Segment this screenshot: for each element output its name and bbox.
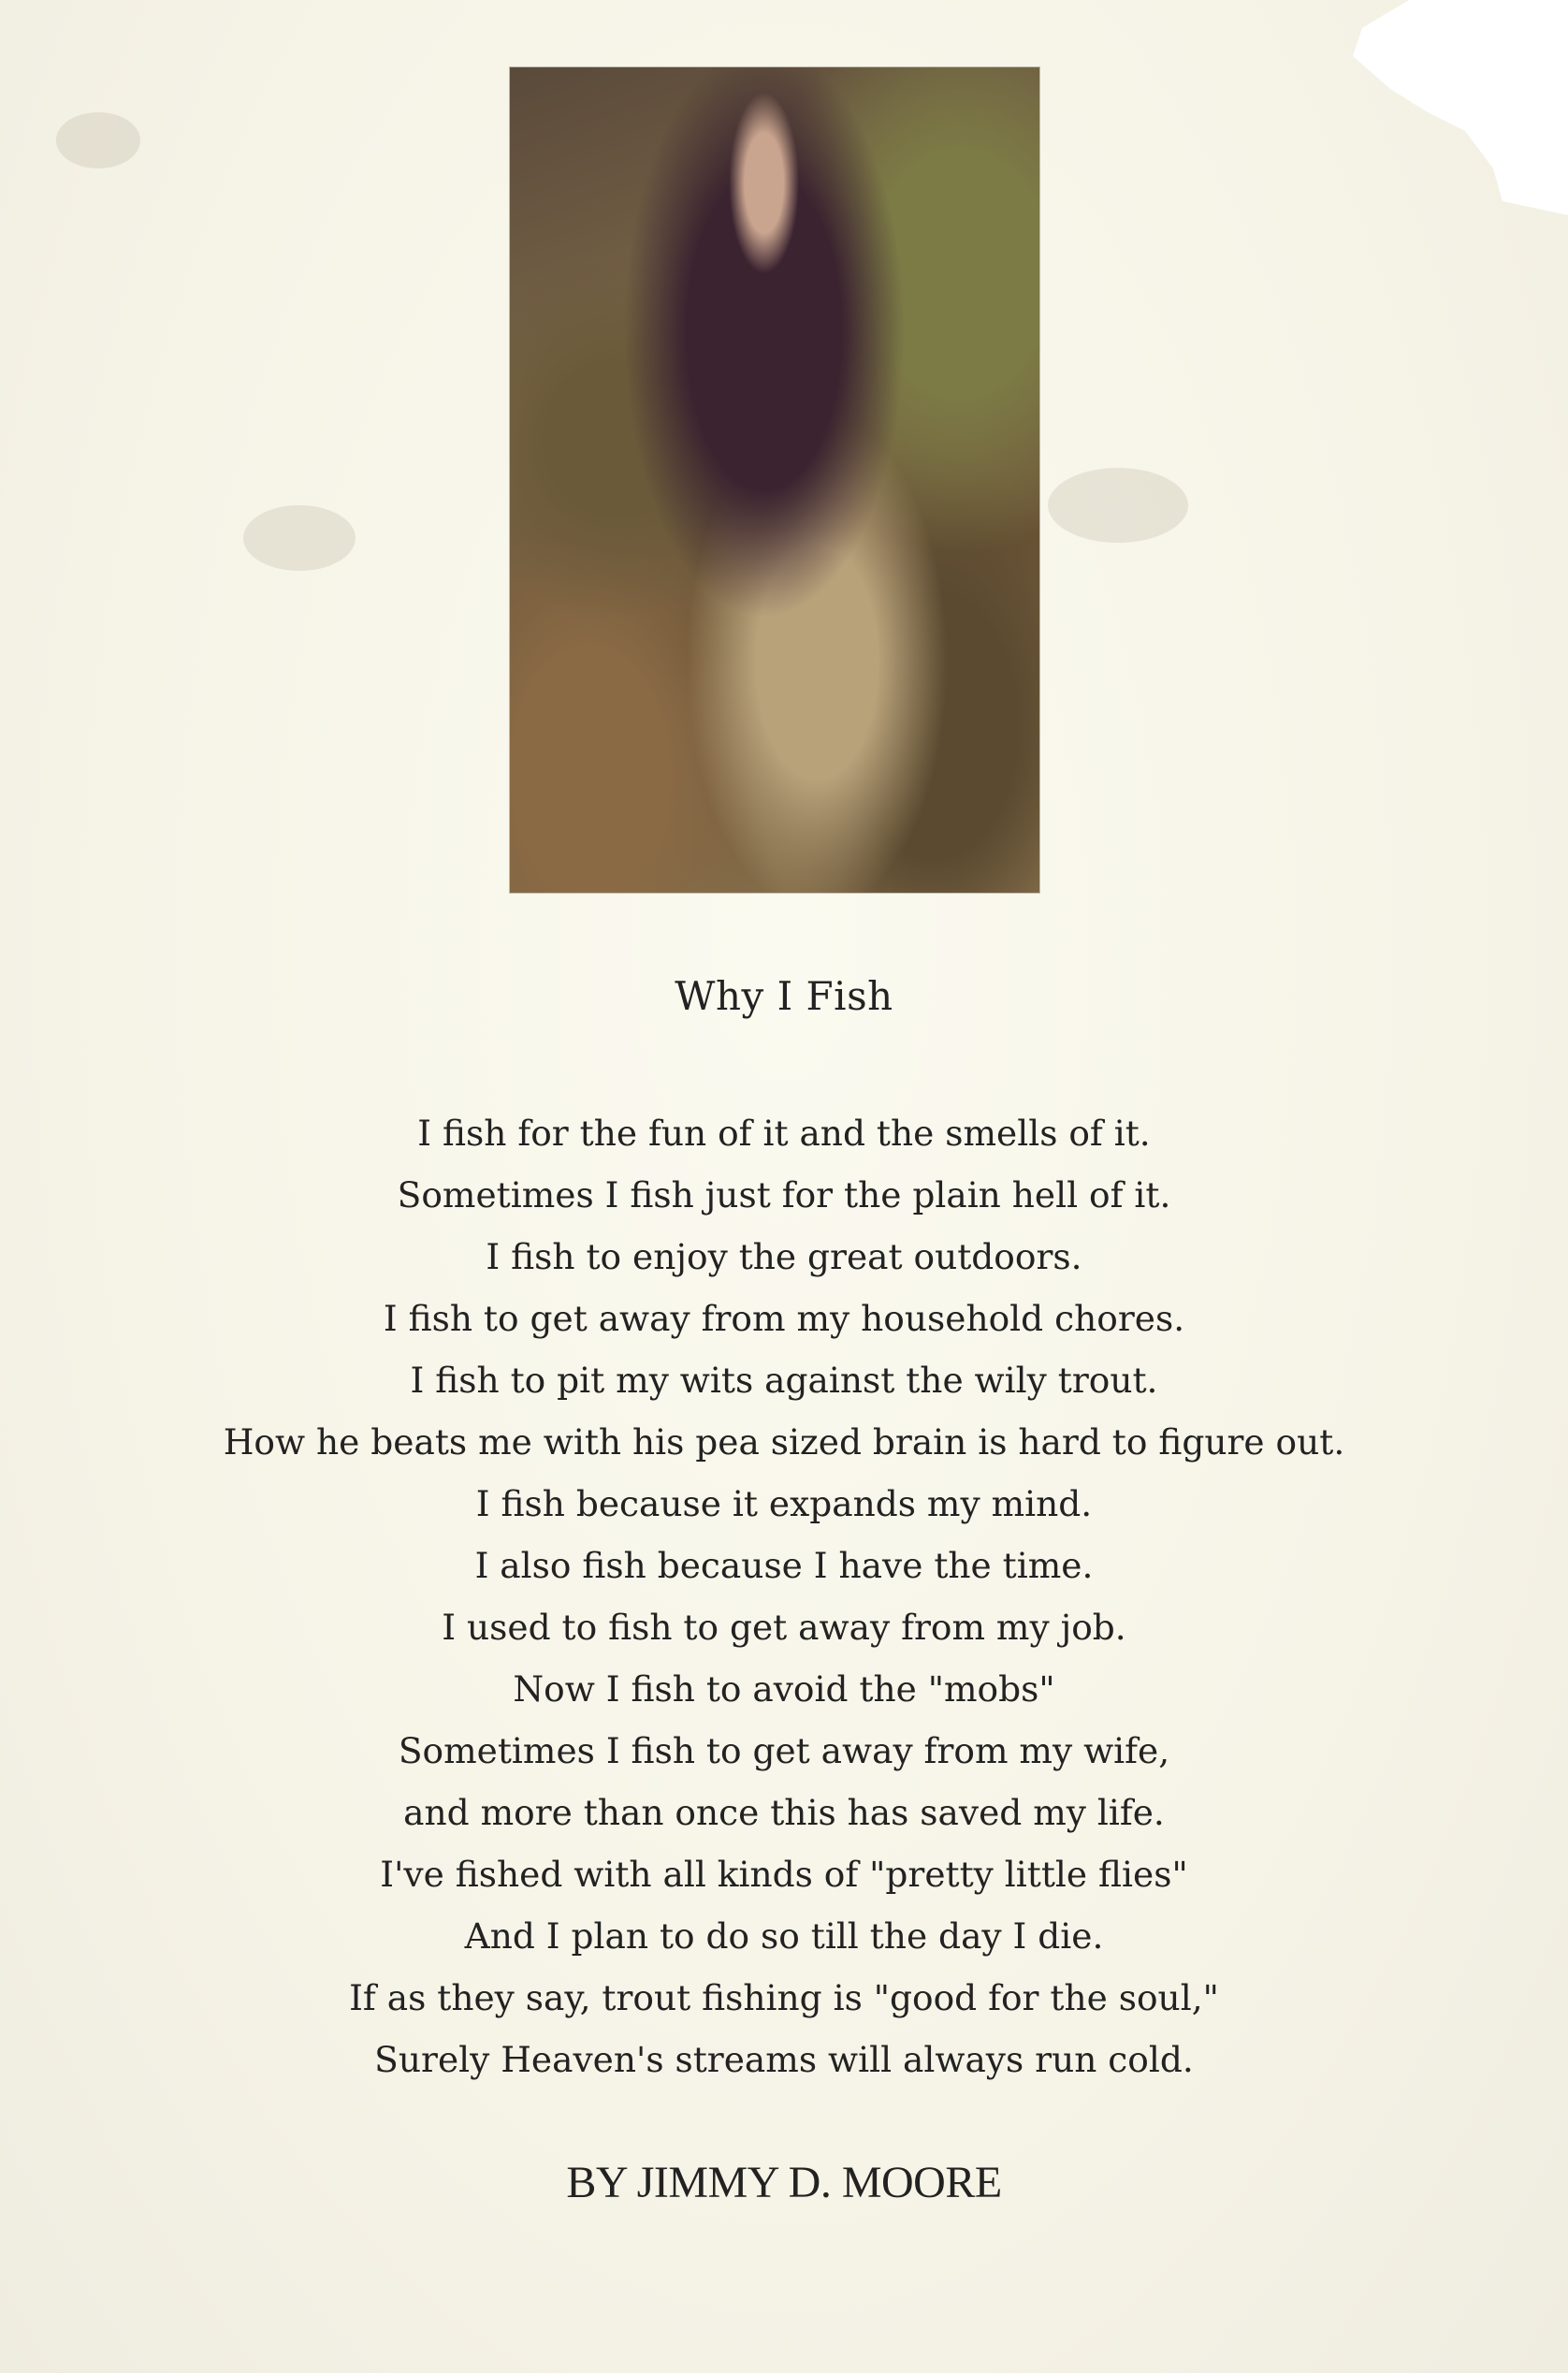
poem-line: If as they say, trout fishing is "good for the soul," bbox=[349, 1977, 1219, 2018]
poem-line: and more than once this has saved my life. bbox=[403, 1792, 1165, 1833]
poem-line: Now I fish to avoid the "mobs" bbox=[513, 1668, 1055, 1710]
poem-body bbox=[0, 1102, 1568, 2090]
paper-crease bbox=[243, 505, 356, 571]
torn-corner bbox=[1353, 0, 1568, 215]
author-byline: BY JIMMY D. MOORE bbox=[566, 2158, 1002, 2207]
poem-line: Sometimes I fish to get away from my wife, bbox=[398, 1730, 1170, 1771]
poem-line: I fish for the fun of it and the smells of it. bbox=[417, 1113, 1151, 1154]
poem-line: How he beats me with his pea sized brain is hard to figure out. bbox=[223, 1421, 1345, 1463]
poem-line: I used to fish to get away from my job. bbox=[442, 1607, 1126, 1648]
fisherman-photo bbox=[510, 67, 1039, 893]
poem-line: I fish to enjoy the great outdoors. bbox=[486, 1236, 1082, 1277]
poem-line: I also fish because I have the time. bbox=[474, 1545, 1094, 1586]
poem-line: And I plan to do so till the day I die. bbox=[464, 1915, 1104, 1957]
poem-line: I've fished with all kinds of "pretty little flies" bbox=[380, 1854, 1188, 1895]
poem-line: Sometimes I fish just for the plain hell of it. bbox=[397, 1174, 1171, 1216]
paper-crease bbox=[56, 112, 140, 168]
paper-crease bbox=[1048, 468, 1188, 543]
poem-line: I fish to get away from my household chores. bbox=[383, 1298, 1185, 1339]
poem-title: Why I Fish bbox=[675, 973, 893, 1019]
poem-line: Surely Heaven's streams will always run cold. bbox=[374, 2039, 1194, 2080]
poem-line: I fish to pit my wits against the wily trout. bbox=[410, 1360, 1158, 1401]
poem-line: I fish because it expands my mind. bbox=[475, 1483, 1093, 1524]
